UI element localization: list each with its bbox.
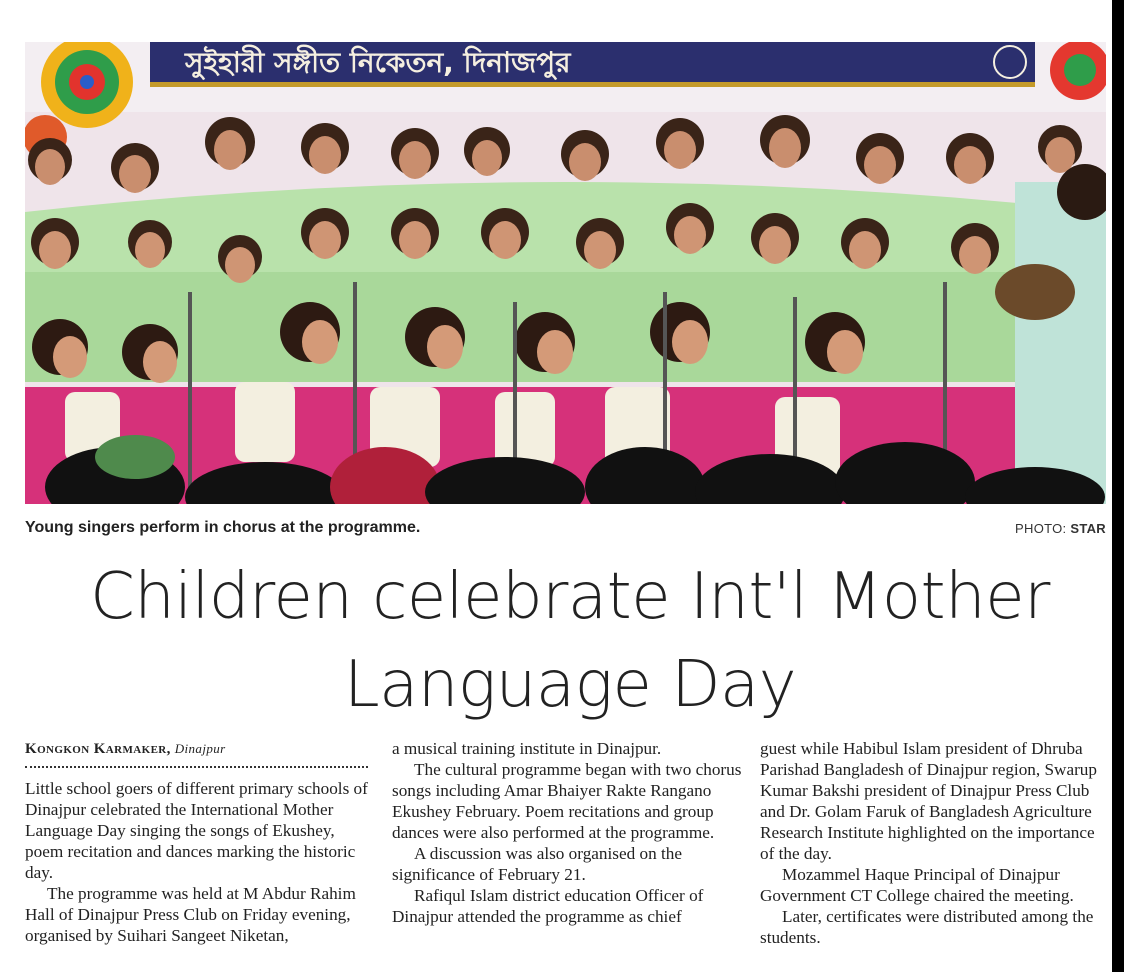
- paragraph: The cultural programme began with two chorus songs including Amar Bhaiyer Rakte Rangano Ekushey February. Poem recitations and group dances were also performed at the programme.: [392, 760, 742, 842]
- photo-caption: Young singers perform in chorus at the programme.: [25, 519, 421, 536]
- article-column-3: [760, 738, 1110, 948]
- photo-credit: [1015, 521, 1106, 536]
- paragraph: a musical training institute in Dinajpur.: [392, 739, 662, 758]
- article-column-1: [25, 738, 375, 946]
- byline-author: Kongkon Karmaker,: [25, 741, 171, 757]
- chorus-photo: [25, 42, 1106, 504]
- paragraph: A discussion was also organised on the significance of February 21.: [392, 844, 682, 884]
- headline-line-1: Children celebrate Int'l Mother: [90, 560, 1050, 634]
- paragraph: Mozammel Haque Principal of Dinajpur Government CT College chaired the meeting.: [760, 865, 1074, 905]
- banner: [150, 42, 1035, 87]
- paragraph: Little school goers of different primary schools of Dinajpur celebrated the International Mother Language Day singing the songs of Ekushey, poem recitation and dances marking the historic day.: [25, 779, 368, 882]
- byline-dotted-rule: [25, 766, 368, 768]
- photo-credit-source: STAR: [1070, 521, 1106, 536]
- byline: [25, 738, 375, 760]
- byline-place: Dinajpur: [174, 741, 226, 756]
- paragraph: Later, certificates were distributed among the students.: [760, 907, 1094, 947]
- photo-credit-prefix: PHOTO:: [1015, 521, 1067, 536]
- paragraph: The programme was held at M Abdur Rahim Hall of Dinajpur Press Club on Friday evening, organised by Suihari Sangeet Niketan,: [25, 884, 356, 945]
- page-edge-bar: [1112, 0, 1124, 972]
- article-column-2: [392, 738, 742, 927]
- paragraph: guest while Habibul Islam president of Dhruba Parishad Bangladesh of Dinajpur region, Swarup Kumar Bakshi president of Dinajpur Press Club and Dr. Golam Faruk of Bangladesh Agriculture Research Institute highlighted on the importance of the day.: [760, 739, 1097, 863]
- headline: [40, 553, 1100, 729]
- paragraph: Rafiqul Islam district education Officer of Dinajpur attended the programme as chief: [392, 886, 704, 926]
- headline-line-2: Language Day: [343, 648, 797, 722]
- banner-text: সুইহারী সঙ্গীত নিকেতন, দিনাজপুর: [185, 46, 571, 79]
